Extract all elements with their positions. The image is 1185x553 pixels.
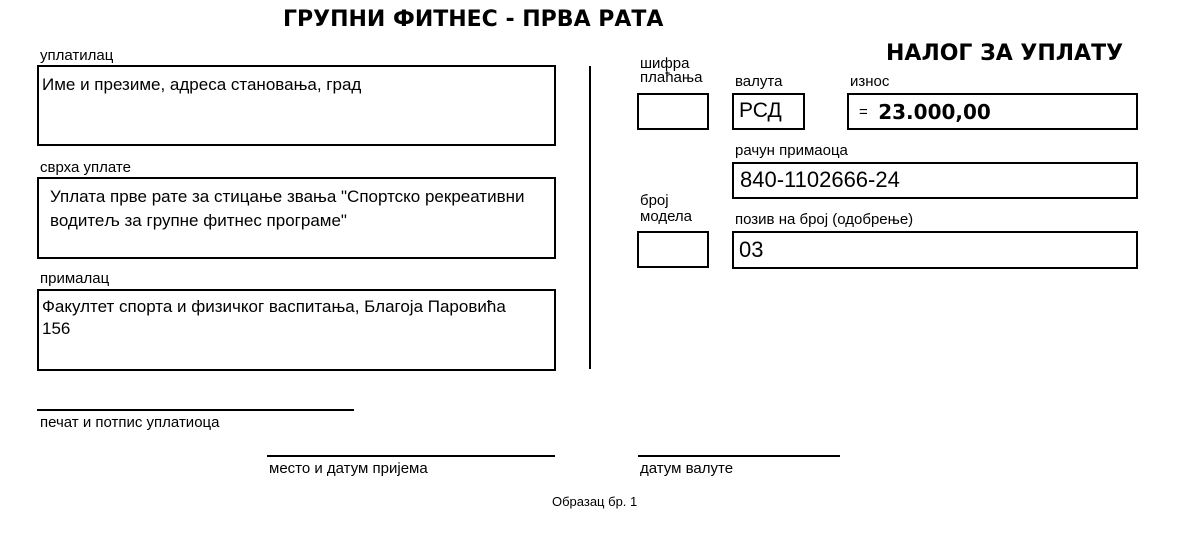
currency-value: РСД	[739, 99, 782, 122]
currency-label: валута	[735, 73, 783, 90]
account-label: рачун примаоца	[735, 142, 848, 159]
form-title: НАЛОГ ЗА УПЛАТУ	[886, 41, 1124, 66]
purpose-line-2: водитељ за групне фитнес програме"	[50, 211, 347, 230]
place-date-label: место и датум пријема	[269, 460, 428, 477]
recipient-line-2: 156	[42, 319, 71, 338]
purpose-line-1: Уплата прве рате за стицање звања "Спортско рекреативни	[50, 187, 525, 206]
reference-label: позив на број (одобрење)	[735, 211, 914, 228]
payment-code-field[interactable]	[637, 93, 709, 130]
signature-line	[37, 409, 354, 411]
value-date-label: датум валуте	[640, 460, 734, 477]
place-date-line	[267, 455, 555, 457]
reference-field[interactable]	[732, 231, 1138, 269]
recipient-label: прималац	[40, 270, 110, 287]
model-label-2: модела	[640, 208, 693, 225]
column-divider	[589, 66, 591, 369]
signature-label: печат и потпис уплатиоца	[40, 414, 220, 431]
payer-label: уплатилац	[40, 47, 114, 64]
payer-value: Име и презиме, адреса становања, град	[42, 75, 362, 94]
recipient-field[interactable]	[37, 289, 556, 371]
recipient-line-1: Факултет спорта и физичког васпитања, Благоја Паровића	[42, 297, 506, 316]
payment-code-label-1: шифра	[640, 55, 690, 72]
currency-field[interactable]	[732, 93, 805, 130]
account-value: 840-1102666-24	[740, 167, 900, 192]
payment-code-label-2: плаћања	[640, 69, 703, 86]
amount-prefix: =	[859, 103, 868, 121]
payer-field[interactable]	[37, 65, 556, 146]
form-number: Образац бр. 1	[552, 494, 638, 509]
page-title: ГРУПНИ ФИТНЕС - ПРВА РАТА	[283, 7, 664, 32]
model-label-1: број	[640, 192, 669, 209]
amount-value: 23.000,00	[878, 100, 991, 124]
amount-field[interactable]	[847, 93, 1138, 130]
purpose-field[interactable]	[37, 177, 556, 259]
value-date-line	[638, 455, 840, 457]
model-field[interactable]	[637, 231, 709, 268]
reference-value: 03	[739, 237, 764, 262]
amount-label: износ	[850, 73, 890, 90]
account-field[interactable]	[732, 162, 1138, 199]
purpose-label: сврха уплате	[40, 159, 131, 176]
